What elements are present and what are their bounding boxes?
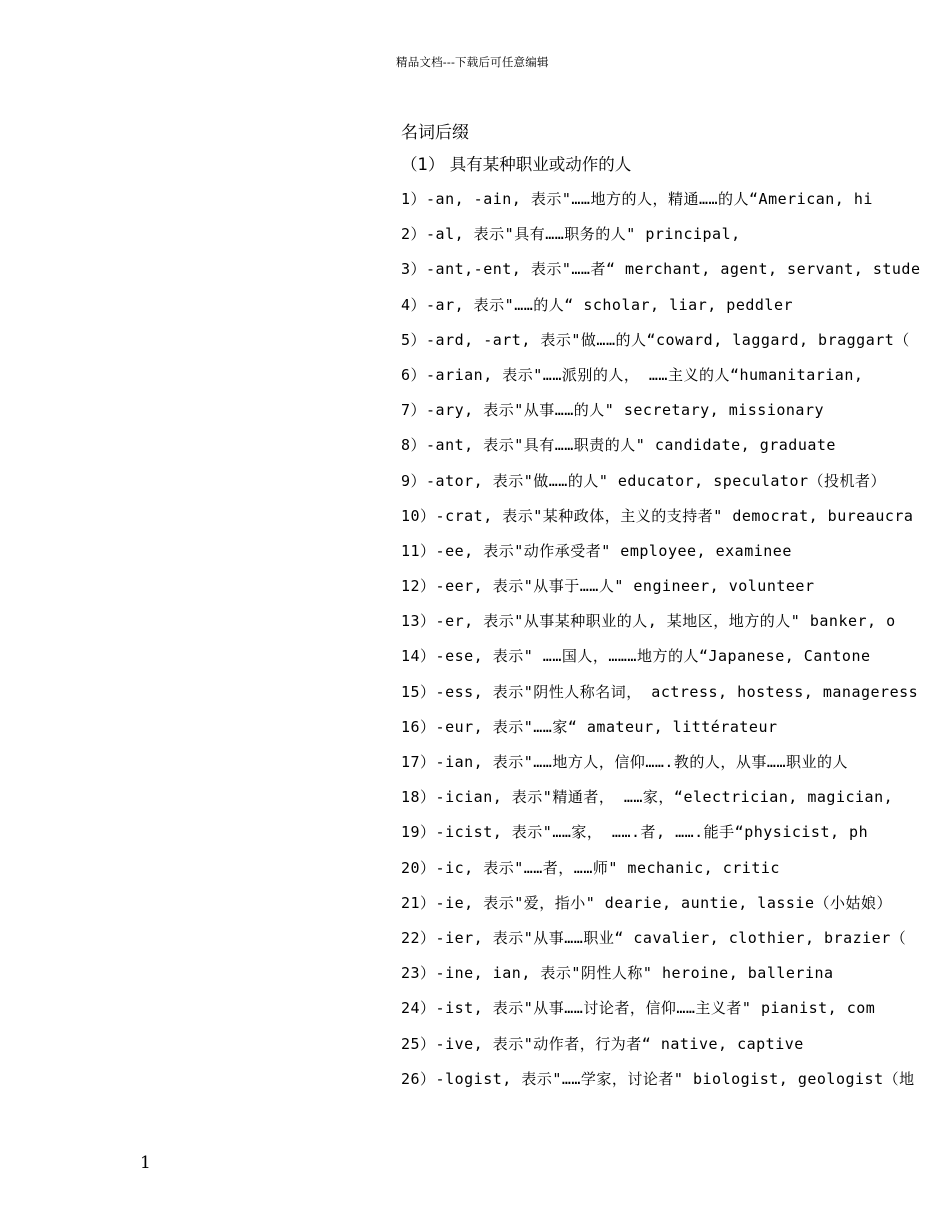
suffix-entry-26: 26）-logist, 表示"……学家，讨论者" biologist, geologist（地 bbox=[401, 1069, 915, 1088]
suffix-entry-10: 10）-crat, 表示"某种政体，主义的支持者" democrat, bureaucra bbox=[401, 506, 914, 525]
document-body bbox=[401, 119, 950, 1097]
suffix-entry-7: 7）-ary, 表示"从事……的人" secretary, missionary bbox=[401, 401, 825, 420]
suffix-entry-19: 19）-icist, 表示"……家， …….者, …….能手“physicist, ph bbox=[401, 823, 869, 842]
suffix-entry-5: 5）-ard, -art, 表示"做……的人“coward, laggard, braggart（ bbox=[401, 330, 910, 349]
suffix-entry-11: 11）-ee, 表示"动作承受者" employee, examinee bbox=[401, 541, 792, 560]
suffix-entry-4: 4）-ar, 表示"……的人“ scholar, liar, peddler bbox=[401, 295, 794, 314]
suffix-entry-14: 14）-ese, 表示" ……国人，………地方的人“Japanese, Cantone bbox=[401, 647, 871, 666]
suffix-entry-25: 25）-ive, 表示"动作者，行为者“ native, captive bbox=[401, 1034, 804, 1053]
section-title: 名词后缀 bbox=[401, 123, 469, 143]
suffix-entry-18: 18）-ician, 表示"精通者， ……家，“electrician, magician, bbox=[401, 788, 894, 807]
suffix-entry-1: 1）-an, -ain, 表示"……地方的人，精通……的人“American, hi bbox=[401, 190, 873, 208]
suffix-entry-12: 12）-eer, 表示"从事于……人" engineer, volunteer bbox=[401, 577, 815, 596]
suffix-entry-2: 2）-al, 表示"具有……职务的人" principal, bbox=[401, 225, 741, 244]
suffix-entry-20: 20）-ic, 表示"……者，……师" mechanic, critic bbox=[401, 858, 780, 877]
suffix-entry-15: 15）-ess, 表示"阴性人称名词， actress, hostess, manageress bbox=[401, 682, 919, 701]
suffix-entry-6: 6）-arian, 表示"……派别的人， ……主义的人“humanitarian, bbox=[401, 365, 864, 384]
suffix-list bbox=[401, 182, 950, 1097]
suffix-entry-9: 9）-ator, 表示"做……的人" educator, speculator（投机者） bbox=[401, 471, 887, 490]
suffix-entry-16: 16）-eur, 表示"……家“ amateur, littérateur bbox=[401, 717, 778, 736]
subsection-title: （1） 具有某种职业或动作的人 bbox=[401, 155, 632, 174]
page-header: 精品文档---下载后可任意编辑 bbox=[396, 55, 549, 69]
page-number: 1 bbox=[140, 1153, 151, 1173]
suffix-entry-13: 13）-er, 表示"从事某种职业的人, 某地区，地方的人" banker, o bbox=[401, 612, 896, 631]
suffix-entry-23: 23）-ine, ian, 表示"阴性人称" heroine, ballerina bbox=[401, 964, 834, 983]
suffix-entry-22: 22）-ier, 表示"从事……职业“ cavalier, clothier, brazier（ bbox=[401, 928, 907, 947]
suffix-entry-8: 8）-ant, 表示"具有……职责的人" candidate, graduate bbox=[401, 436, 836, 455]
suffix-entry-3: 3）-ant,-ent, 表示"……者“ merchant, agent, servant, stude bbox=[401, 260, 921, 279]
suffix-entry-21: 21）-ie, 表示"爱，指小" dearie, auntie, lassie（小姑娘） bbox=[401, 893, 892, 912]
suffix-entry-17: 17）-ian, 表示"……地方人，信仰…….教的人，从事……职业的人 bbox=[401, 753, 848, 771]
suffix-entry-24: 24）-ist, 表示"从事……讨论者，信仰……主义者" pianist, com bbox=[401, 999, 876, 1018]
